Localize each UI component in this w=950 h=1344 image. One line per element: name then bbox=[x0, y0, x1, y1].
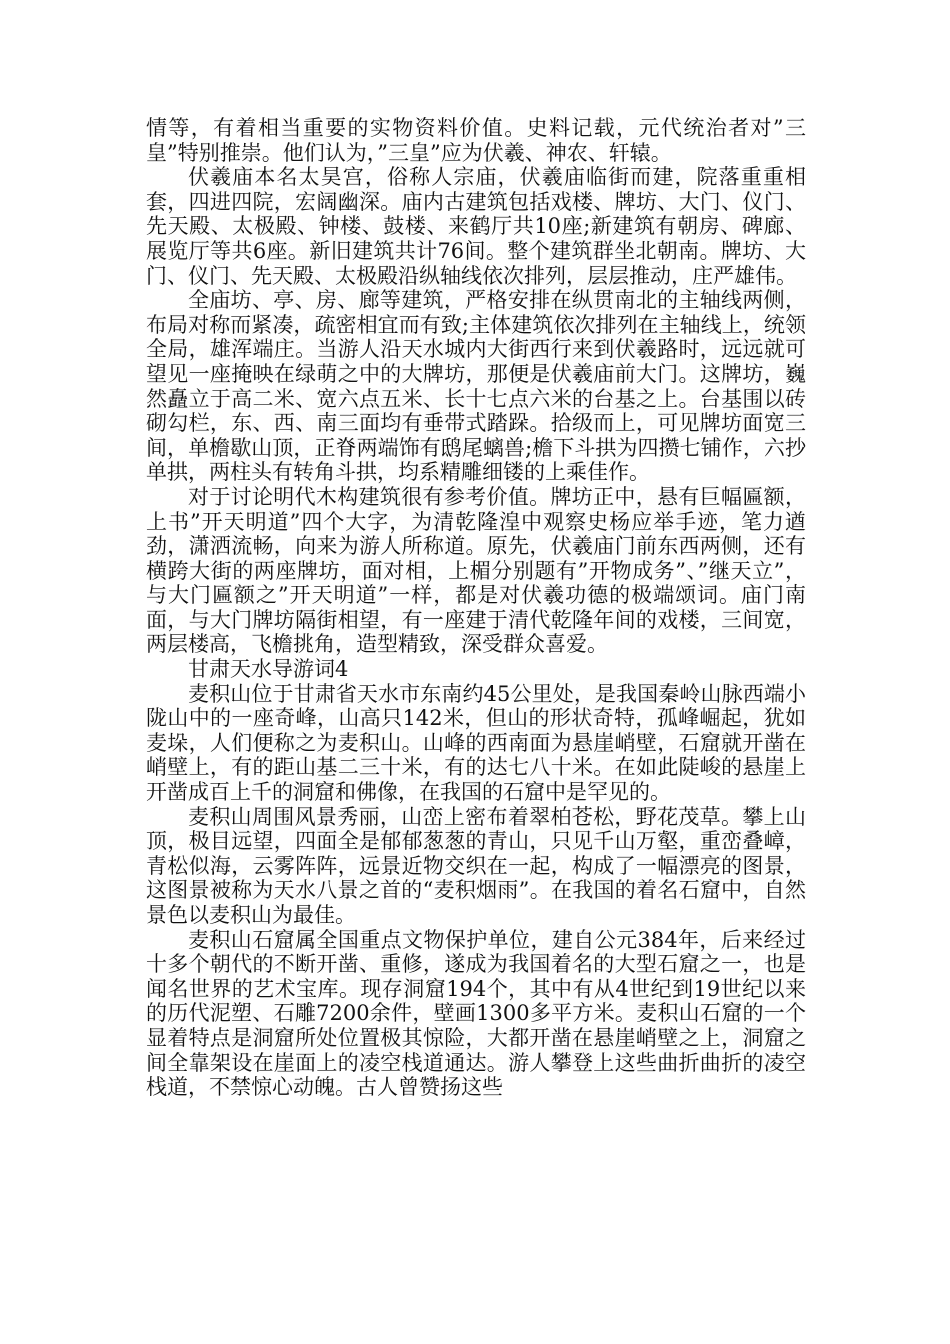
paragraph-3: 全庙坊、亭、房、廊等建筑，严格安排在纵贯南北的主轴线两侧，布局对称而紧凑，疏密相宜而有致;主体建筑依次排列在主轴线上，统领全局，雄浑端庄。当游人沿天水城内大街西行来到伏羲路时，远远就可望见一座掩映在绿萌之中的大牌坊，那便是伏羲庙前大门。这牌坊，巍然矗立于高二米、宽六点五米、长十七点六米的台基之上。台基围以砖砌勾栏，东、西、南三面均有垂带式踏跺。拾级而上，可见牌坊面宽三间，单檐歇山顶，正脊两端饰有鸱尾螭兽;檐下斗拱为四攒七铺作，六抄单拱，两柱头有转角斗拱，均系精雕细镂的上乘佳作。 bbox=[146, 288, 806, 485]
paragraph-1: 情等，有着相当重要的实物资料价值。史料记载，元代统治者对”三皇”特别推崇。他们认为，”三皇”应为伏羲、神农、轩辕。 bbox=[146, 116, 806, 165]
document-body bbox=[146, 116, 806, 1100]
paragraph-2: 伏羲庙本名太昊宫，俗称人宗庙，伏羲庙临街而建，院落重重相套，四进四院，宏阔幽深。庙内古建筑包括戏楼、牌坊、大门、仪门、先天殿、太极殿、钟楼、鼓楼、来鹤厅共10座;新建筑有朝房、碑廊、展览厅等共6座。新旧建筑共计76间。整个建筑群坐北朝南。牌坊、大门、仪门、先天殿、太极殿沿纵轴线依次排列，层层推动，庄严雄伟。 bbox=[146, 165, 806, 288]
paragraph-4: 对于讨论明代木构建筑很有参考价值。牌坊正中，悬有巨幅匾额，上书”开天明道”四个大字，为清乾隆湟中观察史杨应举手迹，笔力遒劲，潇洒流畅，向来为游人所称道。原先，伏羲庙门前东西两侧，还有横跨大街的两座牌坊，面对相，上楣分别题有”开物成务”、”继天立”，与大门匾额之”开天明道”一样，都是对伏羲功德的极端颂词。庙门南面，与大门牌坊隔街相望，有一座建于清代乾隆年间的戏楼，三间宽，两层楼高，飞檐挑角，造型精致，深受群众喜爱。 bbox=[146, 484, 806, 657]
paragraph-6: 麦积山周围风景秀丽，山峦上密布着翠柏苍松，野花茂草。攀上山顶，极目远望，四面全是郁郁葱葱的青山，只见千山万壑，重峦叠嶂，青松似海，云雾阵阵，远景近物交织在一起，构成了一幅漂亮的图景，这图景被称为天水八景之首的“麦积烟雨”。在我国的着名石窟中，自然景色以麦积山为最佳。 bbox=[146, 804, 806, 927]
paragraph-5: 麦积山位于甘肃省天水市东南约45公里处，是我国秦岭山脉西端小陇山中的一座奇峰，山高只142米，但山的形状奇特，孤峰崛起，犹如麦垛，人们便称之为麦积山。山峰的西南面为悬崖峭壁，石窟就开凿在峭壁上，有的距山基二三十米，有的达七八十米。在如此陡峻的悬崖上开凿成百上千的洞窟和佛像，在我国的石窟中是罕见的。 bbox=[146, 681, 806, 805]
section-heading: 甘肃天水导游词4 bbox=[188, 657, 349, 682]
paragraph-7: 麦积山石窟属全国重点文物保护单位，建自公元384年，后来经过十多个朝代的不断开凿、重修，遂成为我国着名的大型石窟之一，也是闻名世界的艺术宝库。现存洞窟194个，其中有从4世纪到19世纪以来的历代泥塑、石雕7200余件，壁画1300多平方米。麦积山石窟的一个显着特点是洞窟所处位置极其惊险，大都开凿在悬崖峭壁之上，洞窟之间全靠架设在崖面上的凌空栈道通达。游人攀登上这些曲折曲折的凌空栈道，不禁惊心动魄。古人曾赞扬这些 bbox=[146, 927, 806, 1100]
